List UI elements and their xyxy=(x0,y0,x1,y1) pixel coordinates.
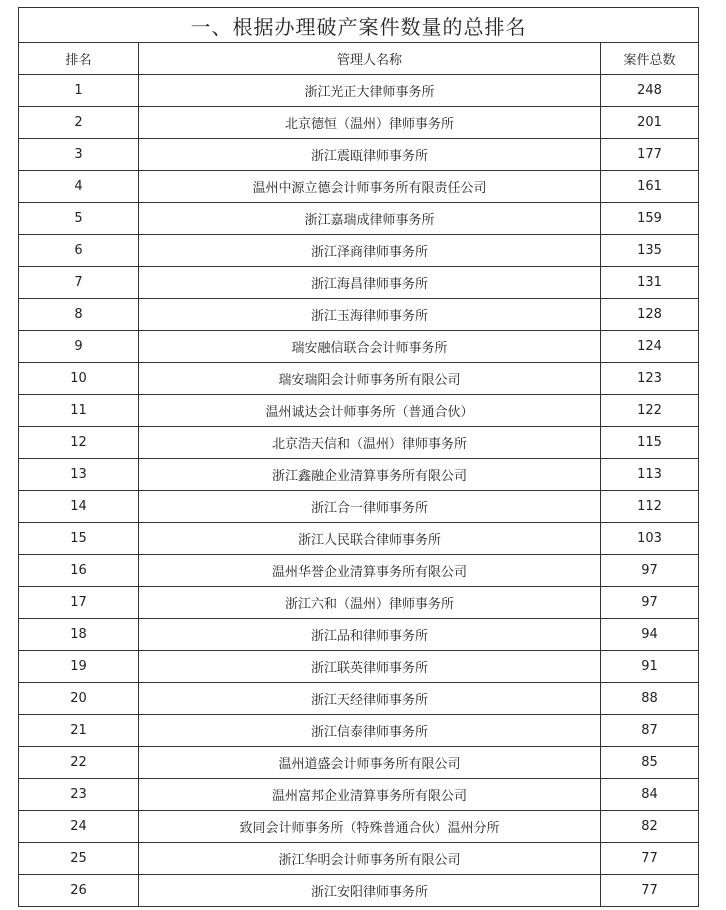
cell-count: 103 xyxy=(601,523,699,555)
table-row xyxy=(19,427,699,459)
table-row xyxy=(19,395,699,427)
cell-name: 浙江震瓯律师事务所 xyxy=(139,139,601,171)
cell-rank: 8 xyxy=(19,299,139,331)
cell-name: 浙江华明会计师事务所有限公司 xyxy=(139,843,601,875)
cell-name: 温州中源立德会计师事务所有限责任公司 xyxy=(139,171,601,203)
table-row xyxy=(19,523,699,555)
table-row xyxy=(19,459,699,491)
table-row xyxy=(19,555,699,587)
cell-count: 88 xyxy=(601,683,699,715)
cell-name: 温州富邦企业清算事务所有限公司 xyxy=(139,779,601,811)
ranking-table-container xyxy=(18,7,698,907)
cell-count: 97 xyxy=(601,587,699,619)
cell-rank: 13 xyxy=(19,459,139,491)
table-row xyxy=(19,715,699,747)
table-row xyxy=(19,811,699,843)
table-row xyxy=(19,875,699,907)
cell-name: 北京德恒（温州）律师事务所 xyxy=(139,107,601,139)
table-row xyxy=(19,779,699,811)
table-row xyxy=(19,203,699,235)
table-row xyxy=(19,587,699,619)
cell-rank: 19 xyxy=(19,651,139,683)
cell-count: 77 xyxy=(601,875,699,907)
table-row xyxy=(19,683,699,715)
cell-name: 浙江玉海律师事务所 xyxy=(139,299,601,331)
cell-rank: 23 xyxy=(19,779,139,811)
header-name: 管理人名称 xyxy=(139,43,601,75)
cell-count: 82 xyxy=(601,811,699,843)
header-count: 案件总数 xyxy=(601,43,699,75)
cell-count: 97 xyxy=(601,555,699,587)
cell-name: 浙江联英律师事务所 xyxy=(139,651,601,683)
cell-rank: 2 xyxy=(19,107,139,139)
cell-name: 浙江海昌律师事务所 xyxy=(139,267,601,299)
cell-rank: 14 xyxy=(19,491,139,523)
cell-rank: 3 xyxy=(19,139,139,171)
cell-count: 248 xyxy=(601,75,699,107)
cell-name: 浙江鑫融企业清算事务所有限公司 xyxy=(139,459,601,491)
cell-name: 瑞安融信联合会计师事务所 xyxy=(139,331,601,363)
cell-rank: 1 xyxy=(19,75,139,107)
cell-rank: 24 xyxy=(19,811,139,843)
cell-name: 瑞安瑞阳会计师事务所有限公司 xyxy=(139,363,601,395)
table-row xyxy=(19,267,699,299)
cell-rank: 9 xyxy=(19,331,139,363)
cell-name: 浙江泽商律师事务所 xyxy=(139,235,601,267)
cell-name: 浙江嘉瑞成律师事务所 xyxy=(139,203,601,235)
cell-rank: 10 xyxy=(19,363,139,395)
cell-name: 北京浩天信和（温州）律师事务所 xyxy=(139,427,601,459)
table-row xyxy=(19,363,699,395)
cell-count: 112 xyxy=(601,491,699,523)
cell-count: 115 xyxy=(601,427,699,459)
table-row xyxy=(19,619,699,651)
cell-rank: 20 xyxy=(19,683,139,715)
cell-count: 84 xyxy=(601,779,699,811)
cell-count: 123 xyxy=(601,363,699,395)
cell-rank: 5 xyxy=(19,203,139,235)
table-row xyxy=(19,491,699,523)
cell-count: 128 xyxy=(601,299,699,331)
cell-count: 122 xyxy=(601,395,699,427)
cell-name: 浙江六和（温州）律师事务所 xyxy=(139,587,601,619)
cell-rank: 15 xyxy=(19,523,139,555)
table-title-row xyxy=(19,8,699,43)
cell-rank: 21 xyxy=(19,715,139,747)
cell-name: 浙江人民联合律师事务所 xyxy=(139,523,601,555)
table-row xyxy=(19,235,699,267)
cell-rank: 17 xyxy=(19,587,139,619)
table-row xyxy=(19,75,699,107)
cell-rank: 16 xyxy=(19,555,139,587)
cell-name: 浙江合一律师事务所 xyxy=(139,491,601,523)
cell-count: 85 xyxy=(601,747,699,779)
cell-name: 温州华誉企业清算事务所有限公司 xyxy=(139,555,601,587)
cell-count: 131 xyxy=(601,267,699,299)
table-row xyxy=(19,171,699,203)
cell-count: 135 xyxy=(601,235,699,267)
cell-name: 浙江光正大律师事务所 xyxy=(139,75,601,107)
table-row xyxy=(19,299,699,331)
cell-count: 91 xyxy=(601,651,699,683)
cell-rank: 11 xyxy=(19,395,139,427)
cell-rank: 7 xyxy=(19,267,139,299)
cell-rank: 25 xyxy=(19,843,139,875)
table-row xyxy=(19,139,699,171)
cell-rank: 4 xyxy=(19,171,139,203)
cell-name: 浙江品和律师事务所 xyxy=(139,619,601,651)
cell-name: 温州道盛会计师事务所有限公司 xyxy=(139,747,601,779)
ranking-table xyxy=(18,7,699,907)
cell-count: 113 xyxy=(601,459,699,491)
table-row xyxy=(19,747,699,779)
cell-name: 浙江天经律师事务所 xyxy=(139,683,601,715)
table-row xyxy=(19,843,699,875)
table-header-row xyxy=(19,43,699,75)
header-rank: 排名 xyxy=(19,43,139,75)
table-title: 一、根据办理破产案件数量的总排名 xyxy=(19,8,699,43)
cell-count: 177 xyxy=(601,139,699,171)
cell-name: 浙江信泰律师事务所 xyxy=(139,715,601,747)
table-row xyxy=(19,331,699,363)
cell-count: 161 xyxy=(601,171,699,203)
cell-rank: 6 xyxy=(19,235,139,267)
cell-rank: 12 xyxy=(19,427,139,459)
cell-rank: 22 xyxy=(19,747,139,779)
cell-count: 77 xyxy=(601,843,699,875)
cell-count: 124 xyxy=(601,331,699,363)
cell-name: 温州诚达会计师事务所（普通合伙） xyxy=(139,395,601,427)
table-row xyxy=(19,651,699,683)
cell-rank: 18 xyxy=(19,619,139,651)
cell-count: 159 xyxy=(601,203,699,235)
cell-count: 87 xyxy=(601,715,699,747)
cell-count: 94 xyxy=(601,619,699,651)
cell-rank: 26 xyxy=(19,875,139,907)
cell-name: 致同会计师事务所（特殊普通合伙）温州分所 xyxy=(139,811,601,843)
cell-count: 201 xyxy=(601,107,699,139)
table-row xyxy=(19,107,699,139)
cell-name: 浙江安阳律师事务所 xyxy=(139,875,601,907)
table-body xyxy=(19,75,699,907)
